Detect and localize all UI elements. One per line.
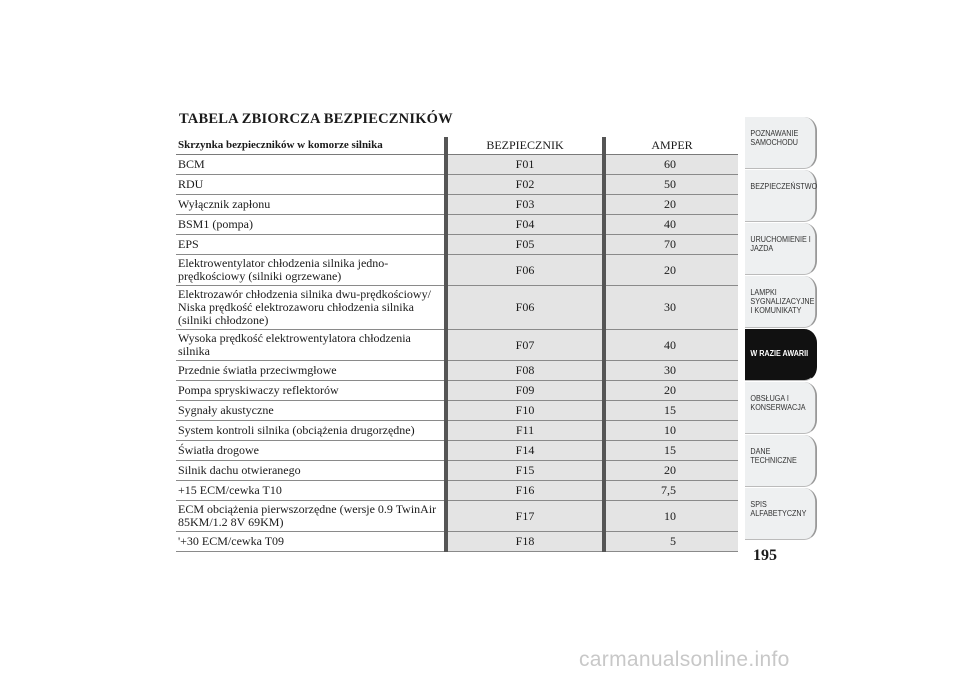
row-description: RDU xyxy=(176,175,446,195)
row-fuse: F03 xyxy=(446,195,604,215)
fuse-table xyxy=(176,137,738,552)
row-description: Sygnały akustyczne xyxy=(176,401,446,421)
row-amper: 15 xyxy=(604,441,738,461)
table-row xyxy=(176,532,738,552)
row-amper: 20 xyxy=(604,255,738,286)
row-amper: 20 xyxy=(604,461,738,481)
row-amper: 20 xyxy=(604,381,738,401)
sidebar-tab[interactable]: OBSŁUGA I KONSERWACJA xyxy=(745,382,817,434)
row-description: +15 ECM/cewka T10 xyxy=(176,481,446,501)
column-header-box: Skrzynka bezpieczników w komorze silnika xyxy=(176,137,446,155)
table-row xyxy=(176,481,738,501)
row-amper: 60 xyxy=(604,155,738,175)
row-description: Światła drogowe xyxy=(176,441,446,461)
chapter-sidebar xyxy=(745,117,819,541)
row-description: Pompa spryskiwaczy reflektorów xyxy=(176,381,446,401)
table-row xyxy=(176,401,738,421)
row-fuse: F17 xyxy=(446,501,604,532)
table-row xyxy=(176,215,738,235)
row-fuse: F01 xyxy=(446,155,604,175)
sidebar-tab[interactable]: DANE TECHNICZNE xyxy=(745,435,817,487)
sidebar-tab[interactable]: POZNAWANIE SAMOCHODU xyxy=(745,117,817,169)
row-amper: 15 xyxy=(604,401,738,421)
table-row xyxy=(176,361,738,381)
row-fuse: F08 xyxy=(446,361,604,381)
row-amper: 40 xyxy=(604,330,738,361)
row-fuse: F15 xyxy=(446,461,604,481)
row-description: Silnik dachu otwieranego xyxy=(176,461,446,481)
row-amper: 7,5 xyxy=(604,481,738,501)
page-title: TABELA ZBIORCZA BEZPIECZNIKÓW xyxy=(179,111,453,127)
page-number: 195 xyxy=(753,547,777,564)
row-amper: 5 xyxy=(604,532,738,552)
table-row xyxy=(176,255,738,286)
row-fuse: F09 xyxy=(446,381,604,401)
row-description: BSM1 (pompa) xyxy=(176,215,446,235)
fuse-table-body xyxy=(176,155,738,552)
row-fuse: F14 xyxy=(446,441,604,461)
table-row xyxy=(176,330,738,361)
row-fuse: F04 xyxy=(446,215,604,235)
row-amper: 30 xyxy=(604,361,738,381)
sidebar-tab[interactable]: W RAZIE AWARII xyxy=(745,329,817,381)
table-row xyxy=(176,195,738,215)
row-fuse: F11 xyxy=(446,421,604,441)
row-description: BCM xyxy=(176,155,446,175)
row-fuse: F16 xyxy=(446,481,604,501)
table-row xyxy=(176,286,738,330)
row-description: '+30 ECM/cewka T09 xyxy=(176,532,446,552)
table-row xyxy=(176,155,738,175)
row-fuse: F07 xyxy=(446,330,604,361)
sidebar-tab[interactable]: SPIS ALFABETYCZNY xyxy=(745,488,817,540)
table-row xyxy=(176,381,738,401)
row-amper: 70 xyxy=(604,235,738,255)
row-description: Wysoka prędkość elektrowentylatora chłodzenia silnika xyxy=(176,330,446,361)
row-fuse: F18 xyxy=(446,532,604,552)
row-description: Elektrozawór chłodzenia silnika dwu-prędkościowy/ Niska prędkość elektrozaworu chłodzenia silnika (silniki chłodzone) xyxy=(176,286,446,330)
table-header-row xyxy=(176,137,738,155)
table-row xyxy=(176,421,738,441)
sidebar-tab[interactable]: BEZPIECZEŃSTWO xyxy=(745,170,817,222)
row-description: EPS xyxy=(176,235,446,255)
table-row xyxy=(176,175,738,195)
table-row xyxy=(176,441,738,461)
column-header-amper: AMPER xyxy=(604,137,738,155)
row-amper: 20 xyxy=(604,195,738,215)
table-row xyxy=(176,501,738,532)
row-description: Elektrowentylator chłodzenia silnika jedno-prędkościowy (silniki ogrzewane) xyxy=(176,255,446,286)
row-description: Wyłącznik zapłonu xyxy=(176,195,446,215)
row-description: Przednie światła przeciwmgłowe xyxy=(176,361,446,381)
sidebar-tab[interactable]: LAMPKI SYGNALIZACYJNE I KOMUNIKATY xyxy=(745,276,817,328)
row-description: System kontroli silnika (obciążenia drugorzędne) xyxy=(176,421,446,441)
row-fuse: F06 xyxy=(446,255,604,286)
column-header-fuse: BEZPIECZNIK xyxy=(446,137,604,155)
row-amper: 40 xyxy=(604,215,738,235)
row-fuse: F06 xyxy=(446,286,604,330)
row-description: ECM obciążenia pierwszorzędne (wersje 0.9 TwinAir 85KM/1.2 8V 69KM) xyxy=(176,501,446,532)
row-fuse: F10 xyxy=(446,401,604,421)
row-fuse: F05 xyxy=(446,235,604,255)
sidebar-tab[interactable]: URUCHOMIENIE I JAZDA xyxy=(745,223,817,275)
table-row xyxy=(176,461,738,481)
row-amper: 10 xyxy=(604,501,738,532)
row-amper: 10 xyxy=(604,421,738,441)
row-amper: 50 xyxy=(604,175,738,195)
row-fuse: F02 xyxy=(446,175,604,195)
table-row xyxy=(176,235,738,255)
watermark: carmanualsonline.info xyxy=(579,648,790,671)
row-amper: 30 xyxy=(604,286,738,330)
